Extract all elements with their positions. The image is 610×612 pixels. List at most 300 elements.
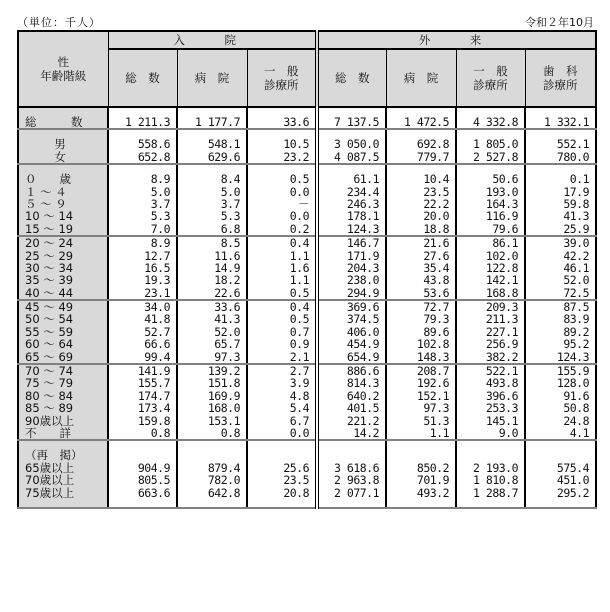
column-header xyxy=(456,49,525,107)
value: 0.5 xyxy=(289,172,310,187)
column-header-line: 一 般 xyxy=(264,64,299,78)
value: 83.9 xyxy=(563,312,590,327)
value: 552.1 xyxy=(556,137,590,152)
table-section xyxy=(18,440,596,508)
value: 17.9 xyxy=(563,184,590,199)
value: 3.7 xyxy=(220,196,240,211)
value-cell xyxy=(456,364,525,440)
value: 0.8 xyxy=(150,425,170,440)
value: 382.2 xyxy=(485,349,519,364)
value: 23.1 xyxy=(144,285,170,300)
value: 10.4 xyxy=(423,172,450,187)
row-label: 20 ～ 24 xyxy=(25,236,74,251)
value: 97.3 xyxy=(423,401,450,416)
value: 72.7 xyxy=(423,300,450,315)
value-cell xyxy=(247,440,317,508)
value: 1 211.3 xyxy=(125,115,170,129)
value: 91.6 xyxy=(563,388,590,403)
value: 52.7 xyxy=(144,324,170,339)
value: 11.6 xyxy=(214,248,240,263)
value: 7.0 xyxy=(150,221,170,236)
value: 23.2 xyxy=(283,149,310,164)
column-header xyxy=(247,49,317,107)
value: 3 618.6 xyxy=(334,460,380,475)
value: 87.5 xyxy=(563,300,590,315)
table-section xyxy=(18,107,596,129)
value: 451.0 xyxy=(556,473,590,488)
value: 374.5 xyxy=(346,312,380,327)
value-cell xyxy=(177,440,247,508)
row-label: 75 ～ 79 xyxy=(25,376,74,391)
row-label: 15 ～ 19 xyxy=(25,221,74,236)
value: 33.6 xyxy=(214,300,240,315)
value: 33.6 xyxy=(283,115,310,129)
value: 148.3 xyxy=(416,349,450,364)
value: 8.5 xyxy=(220,236,240,251)
value: 124.3 xyxy=(346,221,380,236)
value: 1.1 xyxy=(289,273,310,288)
value: 168.0 xyxy=(207,401,240,416)
value: 59.8 xyxy=(563,196,590,211)
value: 25.9 xyxy=(563,221,590,236)
value: 14.9 xyxy=(214,260,240,275)
value: 8.4 xyxy=(220,172,240,187)
value: 19.3 xyxy=(144,273,170,288)
table-section xyxy=(18,300,596,364)
column-header xyxy=(108,49,177,107)
column-header-line: 診療所 xyxy=(473,78,508,92)
value: 221.2 xyxy=(346,413,380,428)
value-cell xyxy=(386,129,456,164)
value: 146.7 xyxy=(346,236,380,251)
value: 246.3 xyxy=(346,196,380,211)
value: 0.7 xyxy=(289,324,310,339)
value: 904.9 xyxy=(137,460,170,475)
row-header-line-1: 性 xyxy=(57,55,69,69)
value-cell xyxy=(456,236,525,300)
value: 886.6 xyxy=(346,364,380,379)
row-label: 35 ～ 39 xyxy=(25,273,74,288)
value: 209.3 xyxy=(485,300,519,315)
column-header xyxy=(317,49,386,107)
value-cell xyxy=(108,236,177,300)
value: 23.5 xyxy=(283,473,310,488)
row-label: 女 xyxy=(54,149,66,164)
value: 164.3 xyxy=(485,196,519,211)
row-label: 30 ～ 34 xyxy=(25,260,74,275)
value: 79.3 xyxy=(423,312,450,327)
section-heading: （再 掲） xyxy=(25,448,83,463)
table-section xyxy=(18,129,596,164)
value: 256.9 xyxy=(485,337,519,352)
value-cell xyxy=(386,364,456,440)
value: 0.8 xyxy=(220,425,240,440)
row-label: 45 ～ 49 xyxy=(25,300,74,315)
value: 20.8 xyxy=(283,485,310,500)
value: 139.2 xyxy=(207,364,240,379)
value: 4.8 xyxy=(289,388,310,403)
value-cell xyxy=(177,236,247,300)
column-header-line: 総 数 xyxy=(335,71,370,85)
value: 22.2 xyxy=(423,196,450,211)
value-cell xyxy=(317,107,386,129)
value: 193.0 xyxy=(485,184,519,199)
value: 454.9 xyxy=(346,337,380,352)
value: 1 810.8 xyxy=(473,473,519,488)
value: 369.6 xyxy=(346,300,380,315)
value: 548.1 xyxy=(207,137,240,152)
value: 0.4 xyxy=(289,236,310,251)
value: 5.3 xyxy=(150,209,170,224)
value: 86.1 xyxy=(492,236,519,251)
value: 22.6 xyxy=(214,285,240,300)
table-section xyxy=(18,164,596,236)
value: 51.3 xyxy=(423,413,450,428)
row-label: 80 ～ 84 xyxy=(25,388,74,403)
value: 642.8 xyxy=(207,485,240,500)
value: 2 077.1 xyxy=(334,485,380,500)
row-label: 65 ～ 69 xyxy=(25,349,74,364)
value: 21.6 xyxy=(423,236,450,251)
value-cell xyxy=(456,107,525,129)
column-header-line: 病 院 xyxy=(194,71,230,85)
value: 208.7 xyxy=(416,364,450,379)
row-label-cell xyxy=(18,364,108,440)
value-cell xyxy=(525,236,596,300)
value: 782.0 xyxy=(207,473,240,488)
row-label: 85 ～ 89 xyxy=(25,401,74,416)
table-section xyxy=(18,236,596,300)
value-cell xyxy=(108,300,177,364)
row-label-cell xyxy=(18,236,108,300)
value: 0.9 xyxy=(289,337,310,352)
value: 652.8 xyxy=(137,149,170,164)
value: 66.6 xyxy=(144,337,170,352)
value: 522.1 xyxy=(485,364,519,379)
value: 558.6 xyxy=(137,137,170,152)
value: 39.0 xyxy=(563,236,590,251)
row-label: 男 xyxy=(54,137,66,152)
column-header xyxy=(386,49,456,107)
value: 18.2 xyxy=(214,273,240,288)
value: 1.6 xyxy=(289,260,310,275)
row-label: 10 ～ 14 xyxy=(25,209,74,224)
value: 8.9 xyxy=(150,236,170,251)
value: 192.6 xyxy=(416,376,450,391)
value-cell xyxy=(456,440,525,508)
column-header-line: 診療所 xyxy=(543,78,578,92)
value: 159.8 xyxy=(137,413,170,428)
value: 2.1 xyxy=(289,349,310,364)
row-label-cell xyxy=(18,300,108,364)
survey-date: 令和２年10月 xyxy=(525,16,594,29)
value: 234.4 xyxy=(346,184,380,199)
value: 0.4 xyxy=(289,300,310,315)
value: 50.6 xyxy=(492,172,519,187)
value-cell xyxy=(247,300,317,364)
value: 89.2 xyxy=(563,324,590,339)
value: 0.1 xyxy=(569,172,590,187)
value: 102.0 xyxy=(485,248,519,263)
value: 171.9 xyxy=(346,248,380,263)
value: 4.1 xyxy=(569,425,590,440)
value-cell xyxy=(317,129,386,164)
value: 0.2 xyxy=(289,221,310,236)
value: 3 050.0 xyxy=(334,137,380,152)
value: 41.3 xyxy=(563,209,590,224)
value: 152.1 xyxy=(416,388,450,403)
value-cell xyxy=(247,164,317,236)
value: 42.2 xyxy=(563,248,590,263)
value-cell xyxy=(177,300,247,364)
value: 850.2 xyxy=(416,460,450,475)
value: 35.4 xyxy=(423,260,450,275)
value: 124.3 xyxy=(556,349,590,364)
value: 8.9 xyxy=(150,172,170,187)
value-cell xyxy=(108,164,177,236)
value-cell xyxy=(108,129,177,164)
value: 52.0 xyxy=(563,273,590,288)
table-section xyxy=(18,364,596,440)
value: 53.6 xyxy=(423,285,450,300)
row-label-cell xyxy=(18,440,108,508)
value: 102.8 xyxy=(416,337,450,352)
value: 1 805.0 xyxy=(473,137,519,152)
value: 65.7 xyxy=(214,337,240,352)
value: 24.8 xyxy=(563,413,590,428)
value: 0.0 xyxy=(289,425,310,440)
value: 18.8 xyxy=(423,221,450,236)
value-cell xyxy=(247,364,317,440)
value: 25.6 xyxy=(283,460,310,475)
row-label: 総 数 xyxy=(25,115,83,129)
value: 654.9 xyxy=(346,349,380,364)
value: 1 177.7 xyxy=(195,115,240,129)
value-cell xyxy=(247,236,317,300)
value: 227.1 xyxy=(485,324,519,339)
value: 401.5 xyxy=(346,401,380,416)
value: 43.8 xyxy=(423,273,450,288)
value-cell xyxy=(108,364,177,440)
column-header xyxy=(525,49,596,107)
value: 169.9 xyxy=(207,388,240,403)
row-label-cell xyxy=(18,164,108,236)
value: 178.1 xyxy=(346,209,380,224)
value: 780.0 xyxy=(556,149,590,164)
value: 10.5 xyxy=(283,137,310,152)
value: 1 332.1 xyxy=(544,115,590,129)
value-cell xyxy=(525,300,596,364)
value-cell xyxy=(317,164,386,236)
value: 4 087.5 xyxy=(334,149,380,164)
value: 5.0 xyxy=(150,184,170,199)
value: 79.6 xyxy=(492,221,519,236)
value: 211.3 xyxy=(485,312,519,327)
value: 396.6 xyxy=(485,388,519,403)
value: 7 137.5 xyxy=(334,115,380,129)
group-header-outpatient: 外 来 xyxy=(317,31,596,49)
value: 814.3 xyxy=(346,376,380,391)
value: 2 527.8 xyxy=(473,149,519,164)
value: 173.4 xyxy=(137,401,170,416)
row-label: ５ ～ ９ xyxy=(25,196,67,211)
value: 0.5 xyxy=(289,312,310,327)
value-cell xyxy=(177,129,247,164)
value: 5.3 xyxy=(220,209,240,224)
row-label: ０ 歳 xyxy=(25,172,71,187)
patient-estimate-table xyxy=(17,30,597,509)
value: － xyxy=(298,196,310,211)
value: 46.1 xyxy=(563,260,590,275)
value: 0.0 xyxy=(289,184,310,199)
row-label: 不 詳 xyxy=(25,425,71,440)
value-cell xyxy=(525,129,596,164)
value: 12.7 xyxy=(144,248,170,263)
group-header-inpatient: 入 院 xyxy=(108,31,317,49)
row-label: 65歳以上 xyxy=(25,460,75,475)
value-cell xyxy=(108,440,177,508)
row-label: 60 ～ 64 xyxy=(25,337,74,352)
value-cell xyxy=(247,107,317,129)
value-cell xyxy=(317,364,386,440)
value: 97.3 xyxy=(214,349,240,364)
value-cell xyxy=(177,164,247,236)
value: 238.0 xyxy=(346,273,380,288)
value-cell xyxy=(247,129,317,164)
value-cell xyxy=(456,129,525,164)
value: 151.8 xyxy=(207,376,240,391)
value: 6.8 xyxy=(220,221,240,236)
value-cell xyxy=(177,107,247,129)
value: 14.2 xyxy=(353,425,380,440)
value: 142.1 xyxy=(485,273,519,288)
row-label: 25 ～ 29 xyxy=(25,248,74,263)
value: 116.9 xyxy=(485,209,519,224)
value: 2.7 xyxy=(289,364,310,379)
value: 168.8 xyxy=(485,285,519,300)
value: 1 288.7 xyxy=(473,485,519,500)
value: 493.2 xyxy=(416,485,450,500)
row-label: 75歳以上 xyxy=(25,485,75,500)
value: 701.9 xyxy=(416,473,450,488)
value: 155.7 xyxy=(137,376,170,391)
value: 1.1 xyxy=(429,425,450,440)
value: 640.2 xyxy=(346,388,380,403)
column-header xyxy=(177,49,247,107)
value: 174.7 xyxy=(137,388,170,403)
row-label: 50 ～ 54 xyxy=(25,312,74,327)
value: 0.0 xyxy=(289,209,310,224)
value-cell xyxy=(317,300,386,364)
value-cell xyxy=(317,440,386,508)
value: 41.3 xyxy=(214,312,240,327)
value: 2 963.8 xyxy=(334,473,380,488)
value-cell xyxy=(386,164,456,236)
row-label-cell xyxy=(18,129,108,164)
value: 663.6 xyxy=(137,485,170,500)
value-cell xyxy=(525,164,596,236)
value: 5.0 xyxy=(220,184,240,199)
value: 575.4 xyxy=(556,460,590,475)
value: 89.6 xyxy=(423,324,450,339)
value: 692.8 xyxy=(416,137,450,152)
value: 629.6 xyxy=(207,149,240,164)
unit-label: （単位：千人） xyxy=(17,16,101,29)
value: 61.1 xyxy=(353,172,380,187)
row-header-sex-age xyxy=(18,31,108,107)
row-label: 90歳以上 xyxy=(25,413,75,428)
value: 72.5 xyxy=(563,285,590,300)
column-header-line: 歯 科 xyxy=(543,64,578,78)
value: 20.0 xyxy=(423,209,450,224)
value-cell xyxy=(525,440,596,508)
value-cell xyxy=(456,164,525,236)
value: 294.9 xyxy=(346,285,380,300)
value-cell xyxy=(108,107,177,129)
column-header-line: 総 数 xyxy=(125,71,160,85)
row-label: 70歳以上 xyxy=(25,473,75,488)
column-header-line: 診療所 xyxy=(264,78,299,92)
value-cell xyxy=(386,300,456,364)
row-label: １ ～ ４ xyxy=(25,184,67,199)
value: 1.1 xyxy=(289,248,310,263)
value: 153.1 xyxy=(207,413,240,428)
value: 9.0 xyxy=(498,425,519,440)
value: 3.7 xyxy=(150,196,170,211)
value: 6.7 xyxy=(289,413,310,428)
row-label: 70 ～ 74 xyxy=(25,364,74,379)
value: 4 332.8 xyxy=(473,115,519,129)
value-cell xyxy=(317,236,386,300)
value: 128.0 xyxy=(556,376,590,391)
value: 879.4 xyxy=(207,460,240,475)
value-cell xyxy=(456,300,525,364)
value: 253.3 xyxy=(485,401,519,416)
value: 779.7 xyxy=(416,149,450,164)
value: 141.9 xyxy=(137,364,170,379)
value: 204.3 xyxy=(346,260,380,275)
value-cell xyxy=(386,107,456,129)
value: 145.1 xyxy=(485,413,519,428)
value: 5.4 xyxy=(289,401,310,416)
value: 52.0 xyxy=(214,324,240,339)
row-label-cell xyxy=(18,107,108,129)
value: 0.5 xyxy=(289,285,310,300)
value: 23.5 xyxy=(423,184,450,199)
value: 406.0 xyxy=(346,324,380,339)
value: 16.5 xyxy=(144,260,170,275)
row-label: 40 ～ 44 xyxy=(25,285,74,300)
value: 99.4 xyxy=(144,349,170,364)
value: 2 193.0 xyxy=(473,460,519,475)
value: 34.0 xyxy=(144,300,170,315)
value: 493.8 xyxy=(485,376,519,391)
value: 122.8 xyxy=(485,260,519,275)
value: 295.2 xyxy=(556,485,590,500)
value: 1 472.5 xyxy=(404,115,450,129)
row-label: 55 ～ 59 xyxy=(25,324,74,339)
value-cell xyxy=(525,107,596,129)
column-header-line: 病 院 xyxy=(403,71,439,85)
value-cell xyxy=(386,440,456,508)
value: 155.9 xyxy=(556,364,590,379)
value: 805.5 xyxy=(137,473,170,488)
value: 50.8 xyxy=(563,401,590,416)
value: 41.8 xyxy=(144,312,170,327)
value: 3.9 xyxy=(289,376,310,391)
column-header-line: 一 般 xyxy=(473,64,508,78)
value-cell xyxy=(525,364,596,440)
